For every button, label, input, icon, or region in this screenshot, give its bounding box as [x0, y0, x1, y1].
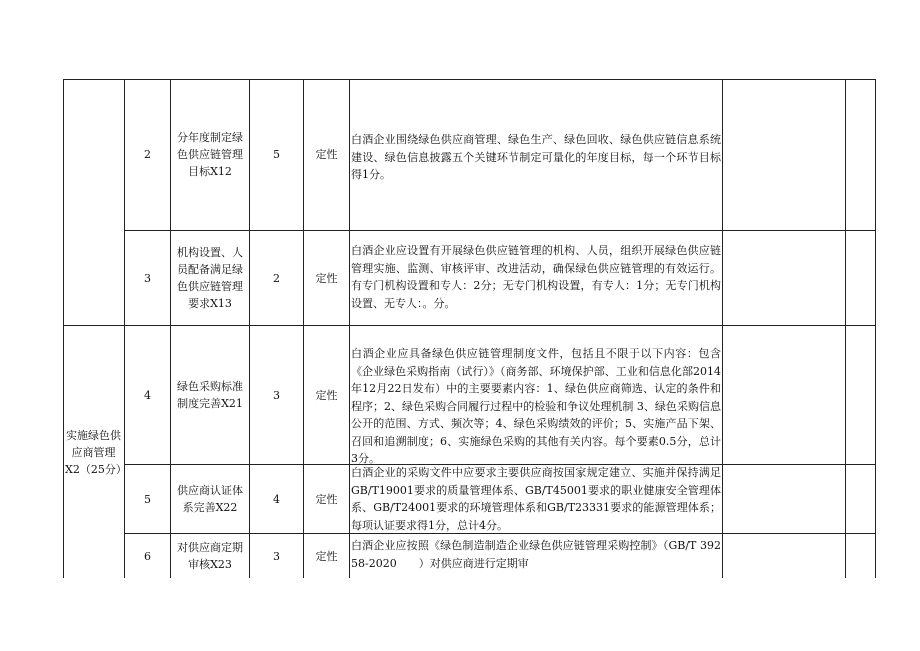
evaluation-table — [63, 79, 876, 578]
group-label: 实施绿色供应商管理X2（25分） — [65, 428, 127, 476]
column-divider — [349, 79, 350, 578]
evaluation-type: 定性 — [315, 549, 338, 563]
score-value: 2 — [273, 271, 280, 285]
criteria-text: 白酒企业的采购文件中应要求主要供应商按国家规定建立、实施并保持满足GB/T19001要求的质量管理体系、GB/T45001要求的职业健康安全管理体系、GB/T24001要求的环境管理体系和GB/T23331要求的能源管理体系；每项认证要求得1分，总计4分。 — [351, 466, 721, 532]
score-value: 3 — [273, 388, 280, 402]
column-divider — [845, 79, 846, 578]
row-number: 2 — [144, 148, 151, 161]
evaluation-type: 定性 — [315, 148, 338, 161]
row-number: 5 — [144, 492, 151, 506]
indicator-name: 机构设置、人员配备满足绿色供应链管理要求X13 — [177, 246, 243, 310]
criteria-text: 白酒企业应具备绿色供应链管理制度文件，包括且不限于以下内容：包含《企业绿色采购指南（试行）》（商务部、环境保护部、工业和信息化部2014年12月22日发布）中的主要要素内容：1、绿色供应商筛选、认定的条件和程序；2、绿色采购合同履行过程中的检验和争议处理机制 3、绿色采购信息公开的范围、方式、频次等；4、绿色采购绩效的评价；5、实施产品下架、召回和追溯制度；6、实施绿色采购的其他有关内容。每个要素0.5分，总计3分。 — [351, 347, 721, 465]
score-value: 4 — [273, 492, 280, 506]
evaluation-type: 定性 — [315, 492, 338, 506]
score-value: 5 — [273, 148, 280, 161]
indicator-name: 对供应商定期审核X23 — [177, 541, 243, 571]
criteria-text: 白酒企业应设置有开展绿色供应链管理的机构、人员，组织开展绿色供应链管理实施、监测、审核评审、改进活动，确保绿色供应链管理的有效运行。有专门机构设置和专人：2分；无专门机构设置，有专人：1分；无专门机构设置、无专人：。分。 — [351, 244, 721, 310]
evaluation-type: 定性 — [315, 271, 338, 285]
row-number: 6 — [144, 549, 151, 563]
indicator-name: 供应商认证体系完善X22 — [177, 484, 243, 514]
evaluation-type: 定性 — [315, 388, 338, 402]
row-number: 4 — [144, 388, 151, 402]
score-value: 3 — [273, 549, 280, 563]
criteria-text: 白酒企业应按照《绿色制造制造企业绿色供应链管理采购控制》（GB/T 39258-2020 ）对供应商进行定期审 — [351, 539, 721, 570]
column-divider — [722, 79, 723, 578]
indicator-name: 分年度制定绿色供应链管理目标X12 — [177, 131, 243, 178]
table-border-right — [875, 79, 876, 578]
row-number: 3 — [144, 271, 151, 285]
criteria-text: 白酒企业围绕绿色供应商管理、绿色生产、绿色回收、绿色供应链信息系统建设、绿色信息披露五个关键环节制定可量化的年度目标，每一个环节目标得1分。 — [351, 133, 721, 181]
indicator-name: 绿色采购标准制度完善X21 — [177, 380, 243, 410]
